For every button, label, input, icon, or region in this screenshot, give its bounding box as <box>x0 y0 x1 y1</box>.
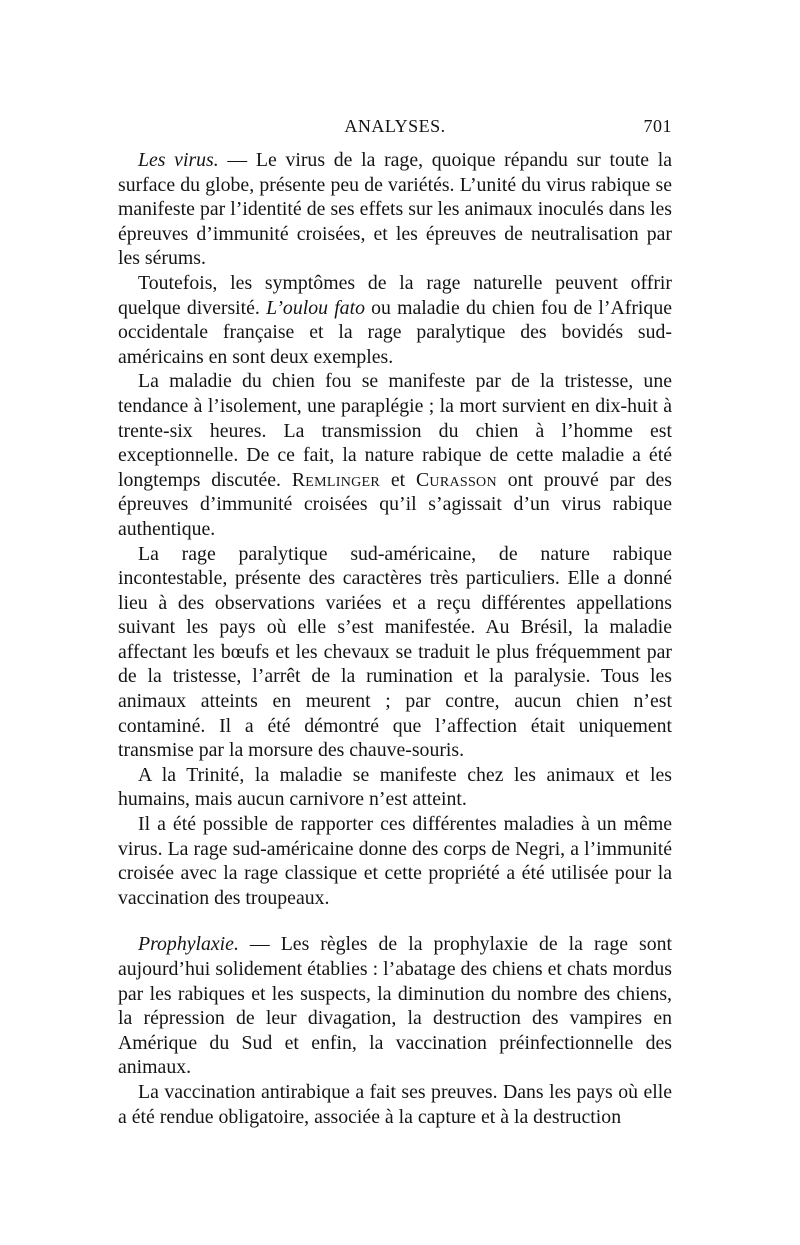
paragraph-symptoms <box>118 271 672 369</box>
paragraph-text: La rage paralytique sud-américaine, de nature rabique incontestable, présente des caractères très particuliers. Elle a donné lieu à des observations variées et a reçu différentes appellations suivant les pays où elle s’est manifestée. Au Brésil, la maladie affectant les bœufs et les chevaux se traduit le plus fréquemment par de la tristesse, l’arrêt de la rumination et la paralysie. Tous les animaux atteints en meurent ; par contre, aucun chien n’est contaminé. Il a été démontré que l’affection était uniquement transmise par la morsure des chauve-souris. <box>118 542 672 762</box>
paragraph-text: Il a été possible de rapporter ces différentes maladies à un même virus. La rage sud-américaine donne des corps de Negri, a l’immunité croisée avec la rage classique et cette propriété a été utilisée pour la vaccination des troupeaux. <box>118 813 672 909</box>
paragraph-vaccination <box>118 1080 672 1129</box>
paragraph-trinite <box>118 763 672 812</box>
paragraph-text: A la Trinité, la maladie se manifeste chez les animaux et les humains, mais aucun carnivore n’est atteint. <box>118 763 672 811</box>
italic-term: L’oulou fato <box>266 296 365 319</box>
body-text <box>118 148 672 1129</box>
paragraph-prophylaxie <box>118 932 672 1080</box>
author-name: Remlinger <box>291 468 381 491</box>
paragraph-text: La vaccination antirabique a fait ses preuves. Dans les pays où elle a été rendue obligatoire, associée à la capture et à la destruction <box>118 1080 672 1128</box>
paragraph-text: ont prouvé par des épreuves d’immunité croisées qu’il s’agissait d’un virus rabique authentique. <box>118 468 672 540</box>
paragraph-text: — Le virus de la rage, quoique répandu sur toute la surface du globe, présente peu de variétés. L’unité du virus rabique se manifeste par l’identité de ses effets sur les animaux inoculés dans les épreuves d’immunité croisées, et les épreuves de neutralisation par les sérums. <box>118 149 673 270</box>
section-lead-virus: Les virus. <box>138 149 219 171</box>
paragraph-chien-fou <box>118 369 672 541</box>
paragraph-virus <box>118 148 672 271</box>
section-lead-prophylaxie: Prophylaxie. <box>138 933 239 956</box>
paragraph-text: ou maladie du chien fou de l’Afrique occidentale française et la rage paralytique des bovidés sud-américains en sont deux exemples. <box>118 296 672 368</box>
author-name: Curasson <box>415 468 497 491</box>
paragraph-text: et <box>380 468 416 491</box>
running-head <box>118 116 672 142</box>
page-number: 701 <box>643 116 672 136</box>
paragraph-meme-virus <box>118 812 672 910</box>
paragraph-text: Toutefois, les symptômes de la rage naturelle peuvent offrir quelque diversité. <box>118 271 672 319</box>
running-title: ANALYSES. <box>344 116 446 136</box>
paragraph-text: La maladie du chien fou se manifeste par de la tristesse, une tendance à l’isolement, une paraplégie ; la mort survient en dix-huit à trente-six heures. La transmission du chien à l’homme est exceptionnelle. De ce fait, la nature rabique de cette maladie a été longtemps discutée. <box>118 370 672 491</box>
paragraph-text: — Les règles de la prophylaxie de la rage sont aujourd’hui solidement établies : l’abatage des chiens et chats mordus par les rabiques et les suspects, la diminution du nombre des chiens, la répression de leur divagation, la destruction des vampires en Amérique du Sud et enfin, la vaccination préinfectionnelle des animaux. <box>118 933 672 1079</box>
paragraph-rage-paralytique <box>118 542 672 763</box>
